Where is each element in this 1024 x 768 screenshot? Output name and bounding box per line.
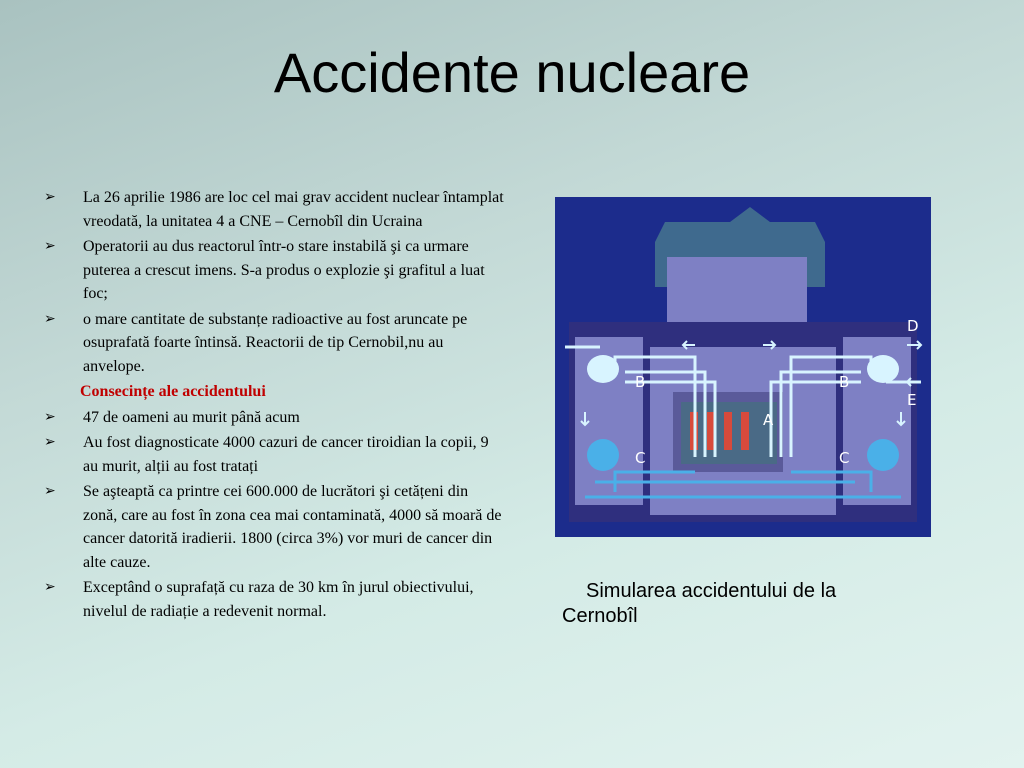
arrow-bullet-icon: ➢: [44, 238, 56, 254]
list-item: [44, 431, 504, 478]
arrow-bullet-icon: ➢: [44, 408, 56, 425]
list-item: [44, 480, 504, 574]
bullet-list: [44, 186, 504, 625]
list-item-text: Se aşteaptă ca printre cei 600.000 de lucrători şi cetățeni din zonă, care au fost în zona cea mai contaminată, 4000 să moară de cancer datorită iradierii. 1800 (circa 3%) vor muri de cancer din alte cauze.: [83, 483, 502, 571]
arrow-bullet-icon: ➢: [44, 310, 56, 327]
arrow-bullet-icon: ➢: [44, 483, 56, 499]
diagram-caption: [562, 579, 892, 629]
list-item-text: Exceptând o suprafață cu raza de 30 km în jurul obiectivului, nivelul de radiație a redevenit normal.: [83, 579, 474, 620]
arrow-bullet-icon: ➢: [44, 579, 56, 595]
list-item: [44, 308, 504, 379]
list-item-text: La 26 aprilie 1986 are loc cel mai grav accident nuclear întamplat vreodată, la unitatea 4 a CNE – Cernobîl din Ucraina: [83, 189, 504, 230]
list-item: [44, 406, 504, 430]
list-item: [44, 235, 504, 306]
label-c-left: C: [635, 449, 646, 467]
arrow-bullet-icon: ➢: [44, 189, 56, 205]
list-item-text: Operatorii au dus reactorul într-o stare instabilă şi ca urmare puterea a crescut imens. S-a produs o explozie şi grafitul a luat foc;: [83, 238, 485, 302]
list-item-text: o mare cantitate de substanțe radioactive au fost aruncate pe osuprafată foarte întinsă. Reactorii de tip Cernobil,nu au anvelope.: [83, 310, 468, 375]
list-item: [44, 186, 504, 233]
arrow-bullet-icon: ➢: [44, 434, 56, 450]
label-e: E: [907, 391, 917, 409]
label-c-right: C: [839, 449, 850, 467]
label-b-right: B: [839, 373, 850, 391]
consequences-heading: Consecințe ale accidentului: [80, 383, 266, 400]
caption-line-2: Cernobîl: [562, 605, 638, 627]
label-a: A: [763, 411, 774, 429]
list-item-text: 47 de oameni au murit până acum: [83, 408, 300, 426]
slide-title: Accidente nucleare: [273, 41, 751, 104]
reactor-simulation-diagram: [555, 197, 931, 537]
label-b-left: B: [635, 373, 646, 391]
list-item-text: Au fost diagnosticate 4000 cazuri de cancer tiroidian la copii, 9 au murit, alții au fost tratați: [83, 434, 489, 475]
caption-line-1: Simularea accidentului de la: [586, 580, 837, 602]
list-item: [44, 576, 504, 623]
label-d: D: [907, 317, 919, 335]
